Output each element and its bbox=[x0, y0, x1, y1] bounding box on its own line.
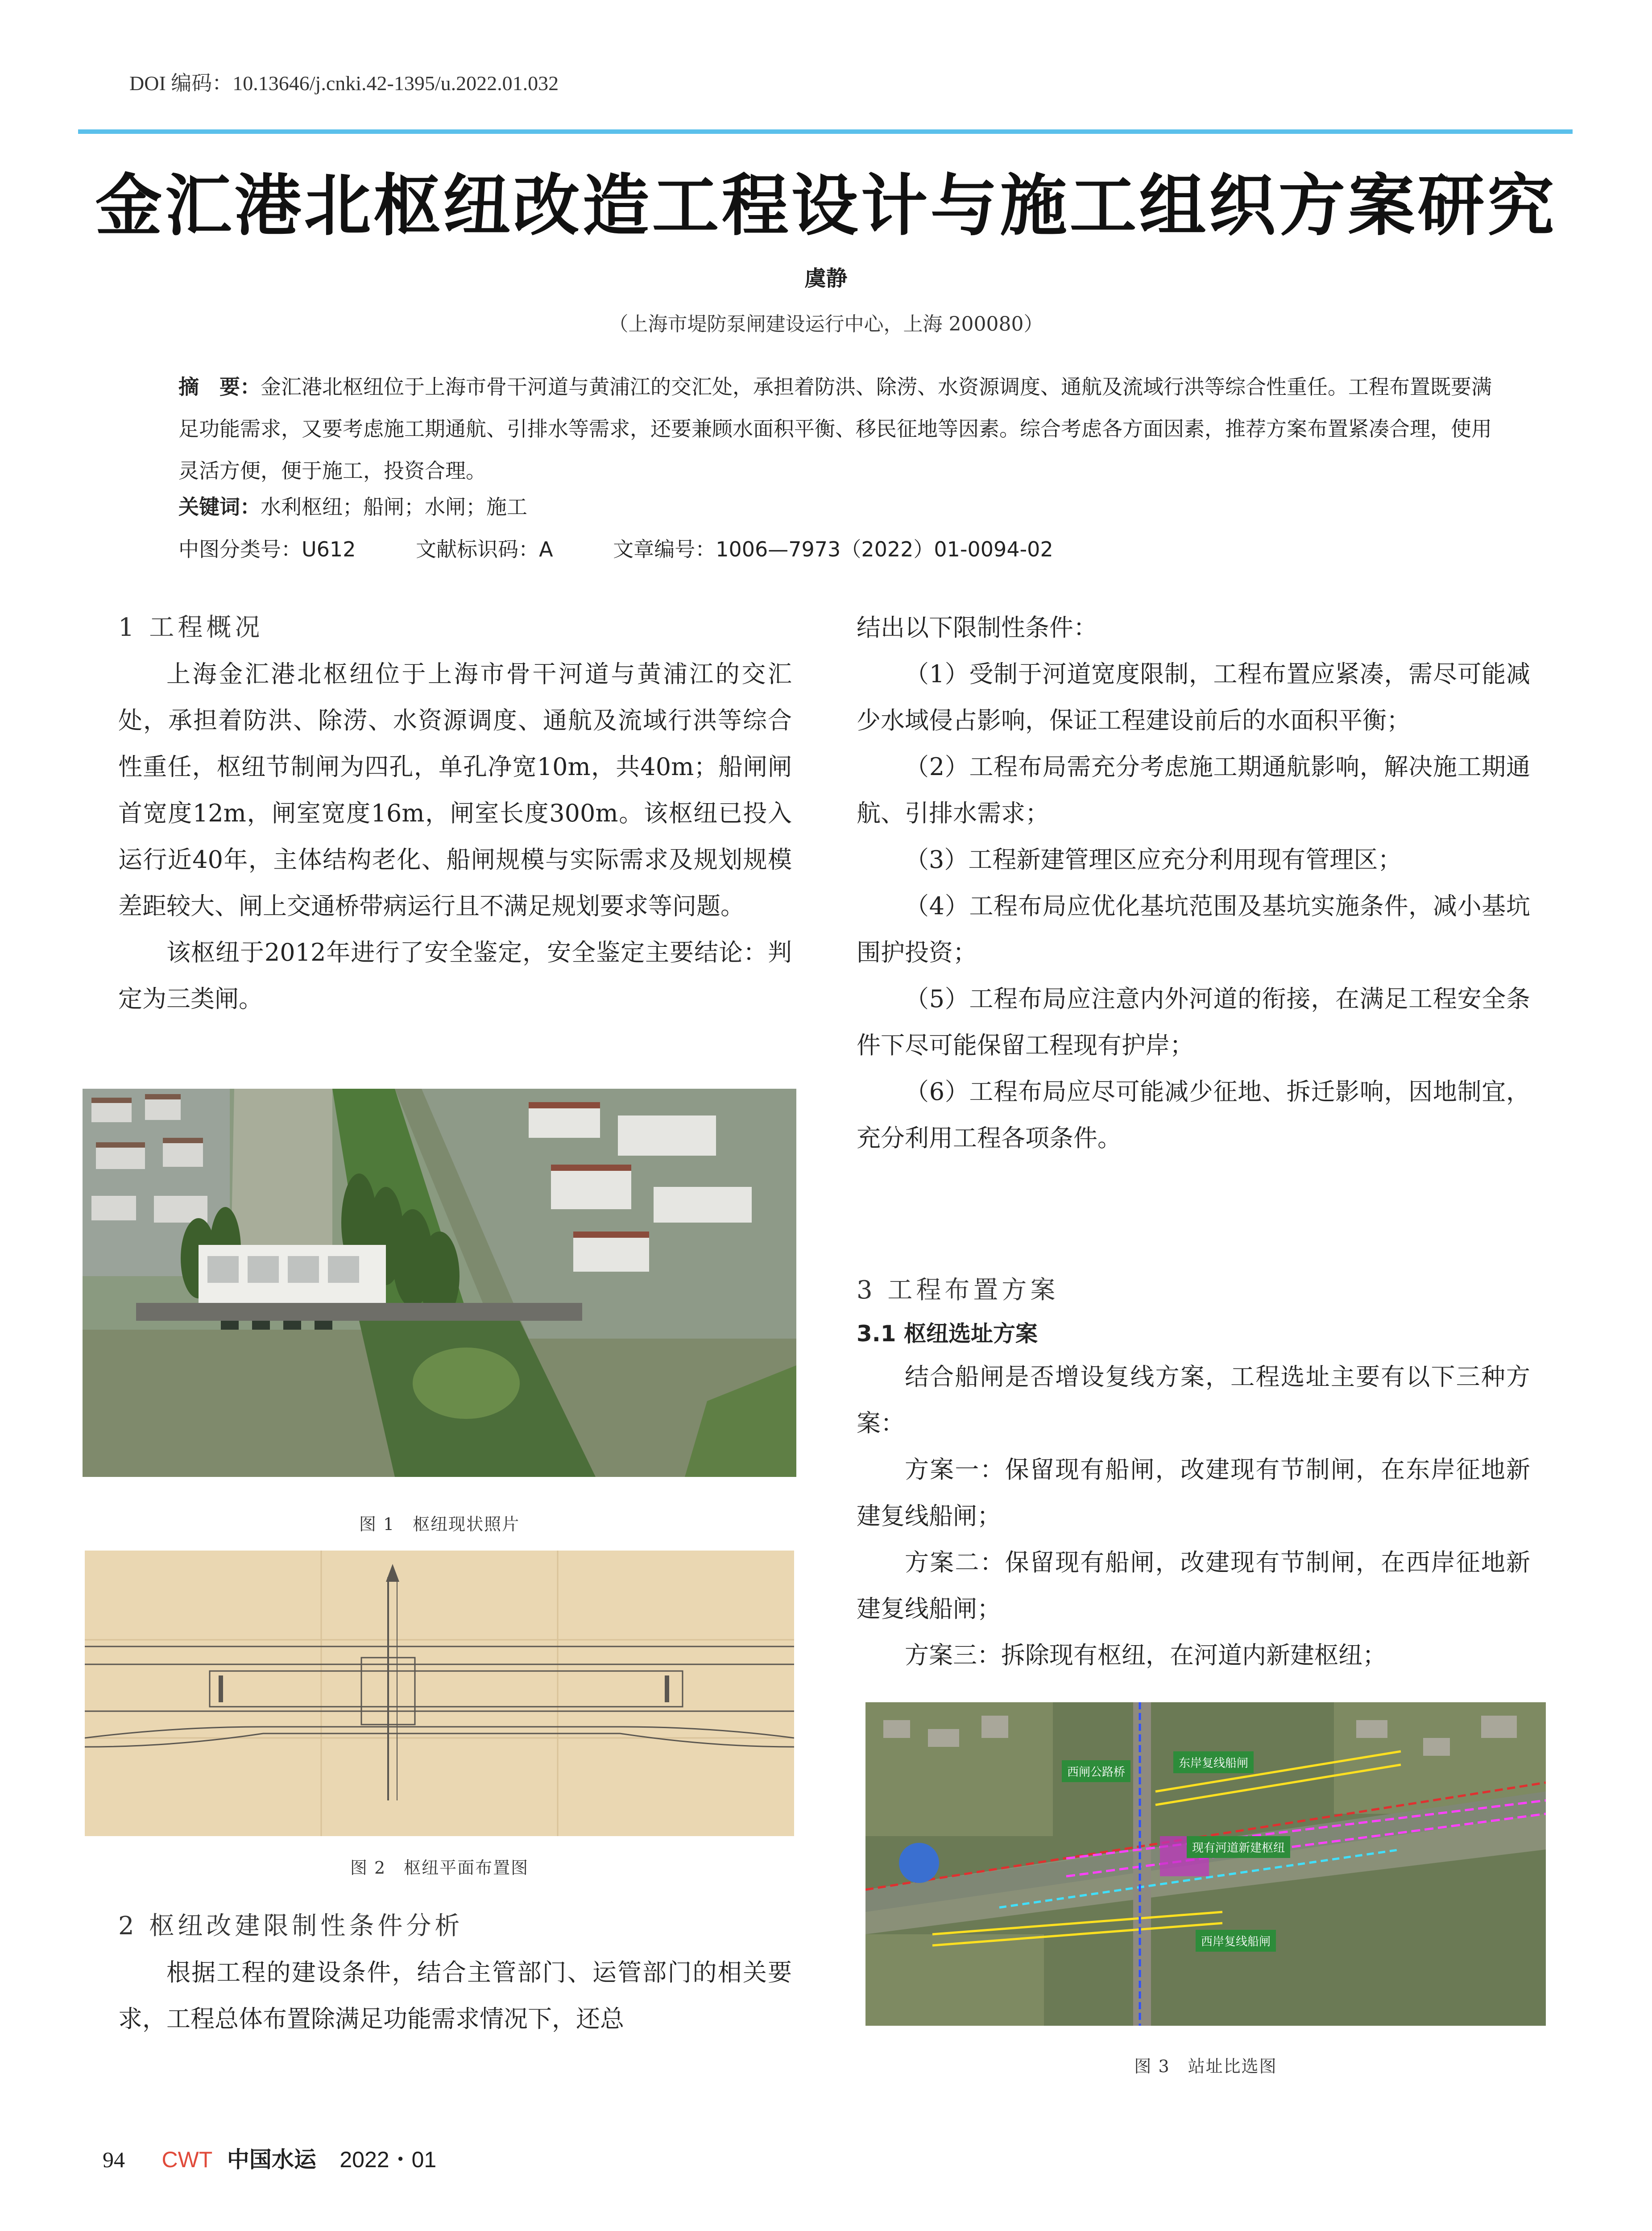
condition-5: （5）工程布局应注意内外河道的衔接，在满足工程安全条件下尽可能保留工程现有护岸； bbox=[857, 985, 1530, 1059]
page-footer bbox=[103, 2142, 436, 2174]
right-column-top bbox=[857, 605, 1530, 1161]
keywords-text: 水利枢纽；船闸；水闸；施工 bbox=[261, 495, 527, 519]
section-3-1-paragraph: 结合船闸是否增设复线方案，工程选址主要有以下三种方案： bbox=[857, 1363, 1530, 1437]
abstract-label: 摘 要： bbox=[178, 375, 261, 399]
document-code: 文献标识码：A bbox=[416, 537, 553, 561]
abstract-text: 金汇港北枢纽位于上海市骨干河道与黄浦江的交汇处，承担着防洪、除涝、水资源调度、通航及流域行洪等综合性重任。工程布置既要满足功能需求，又要考虑施工期通航、引排水等需求，还要兼顾水面积平衡、移民征地等因素。综合考虑各方面因素，推荐方案布置紧凑合理，使用灵活方便，便于施工，投资合理。 bbox=[178, 375, 1492, 483]
doi-code: DOI 编码：10.13646/j.cnki.42-1395/u.2022.01.032 bbox=[129, 72, 559, 95]
page-number: 94 bbox=[103, 2147, 125, 2172]
condition-3: （3）工程新建管理区应充分利用现有管理区； bbox=[905, 846, 1402, 874]
section-1-heading: 1 工程概况 bbox=[118, 613, 264, 642]
section-3-heading: 3 工程布置方案 bbox=[857, 1276, 1059, 1305]
aerial-photo-illustration bbox=[83, 1089, 796, 1477]
figure-2-caption: 图 2 枢纽平面布置图 bbox=[350, 1858, 529, 1878]
left-column-bottom bbox=[118, 1903, 792, 2042]
keywords bbox=[178, 491, 1495, 520]
condition-1: （1）受制于河道宽度限制，工程布置应紧凑，需尽可能减少水域侵占影响，保证工程建设前后的水面积平衡； bbox=[857, 660, 1530, 734]
paper-title: 金汇港北枢纽改造工程设计与施工组织方案研究 bbox=[95, 166, 1557, 245]
keywords-label: 关键词： bbox=[178, 495, 261, 519]
section-2-heading: 2 枢纽改建限制性条件分析 bbox=[118, 1912, 464, 1941]
section-1-paragraph-1: 上海金汇港北枢纽位于上海市骨干河道与黄浦江的交汇处，承担着防洪、除涝、水资源调度、通航及流域行洪等综合性重任，枢纽节制闸为四孔，单孔净宽10m，共40m；船闸闸首宽度12m，闸室宽度16m，闸室长度300m。该枢纽已投入运行近40年，主体结构老化、船闸规模与实际需求及规划规模差距较大、闸上交通桥带病运行且不满足规划要求等问题。 bbox=[118, 660, 792, 920]
section-1-paragraph-2: 该枢纽于2012年进行了安全鉴定，安全鉴定主要结论：判定为三类闸。 bbox=[118, 938, 792, 1013]
map-label-west-lock: 西岸复线船闸 bbox=[1196, 1930, 1276, 1952]
figure-3-caption: 图 3 站址比选图 bbox=[1134, 2057, 1277, 2076]
left-column-top bbox=[118, 605, 792, 1022]
author-name: 虞静 bbox=[804, 266, 848, 291]
issue-date: 2022・01 bbox=[340, 2147, 437, 2172]
condition-4: （4）工程布局应优化基坑范围及基坑实施条件，减小基坑围护投资； bbox=[857, 892, 1530, 966]
header-rule bbox=[78, 129, 1573, 134]
plan-1: 方案一：保留现有船闸，改建现有节制闸，在东岸征地新建复线船闸； bbox=[857, 1456, 1530, 1530]
map-label-new-hub: 现有河道新建枢纽 bbox=[1187, 1836, 1290, 1858]
article-meta bbox=[178, 533, 1495, 563]
article-number: 文章编号：1006—7973（2022）01-0094-02 bbox=[613, 537, 1053, 561]
figure-2-plan bbox=[85, 1551, 794, 1836]
figure-1-photo bbox=[83, 1089, 796, 1477]
brand-logo: CWT bbox=[161, 2147, 213, 2172]
plan-drawing-illustration bbox=[85, 1551, 794, 1836]
journal-name: 中国水运 bbox=[227, 2147, 316, 2173]
section-3-1-heading: 3.1 枢纽选址方案 bbox=[857, 1321, 1038, 1347]
affiliation: （上海市堤防泵闸建设运行中心，上海 200080） bbox=[609, 313, 1043, 336]
continuation-text: 结出以下限制性条件： bbox=[857, 614, 1097, 642]
plan-3: 方案三：拆除现有枢纽，在河道内新建枢纽； bbox=[905, 1641, 1387, 1669]
figure-1-caption: 图 1 枢纽现状照片 bbox=[359, 1514, 520, 1534]
condition-6: （6）工程布局应尽可能减少征地、拆迁影响，因地制宜，充分利用工程各项条件。 bbox=[857, 1078, 1530, 1152]
condition-2: （2）工程布局需充分考虑施工期通航影响，解决施工期通航、引排水需求； bbox=[857, 753, 1530, 827]
abstract bbox=[178, 366, 1495, 492]
figure-3-map bbox=[865, 1702, 1546, 2026]
plan-2: 方案二：保留现有船闸，改建现有节制闸，在西岸征地新建复线船闸； bbox=[857, 1548, 1530, 1623]
map-label-east-lock: 东岸复线船闸 bbox=[1173, 1751, 1254, 1773]
map-label-west-bridge: 西闸公路桥 bbox=[1062, 1760, 1130, 1782]
clc-number: 中图分类号：U612 bbox=[178, 537, 356, 561]
section-2-paragraph-1: 根据工程的建设条件，结合主管部门、运管部门的相关要求，工程总体布置除满足功能需求情况下，还总 bbox=[118, 1958, 792, 2033]
satellite-map-illustration bbox=[865, 1702, 1546, 2026]
right-column-bottom bbox=[857, 1267, 1530, 1679]
